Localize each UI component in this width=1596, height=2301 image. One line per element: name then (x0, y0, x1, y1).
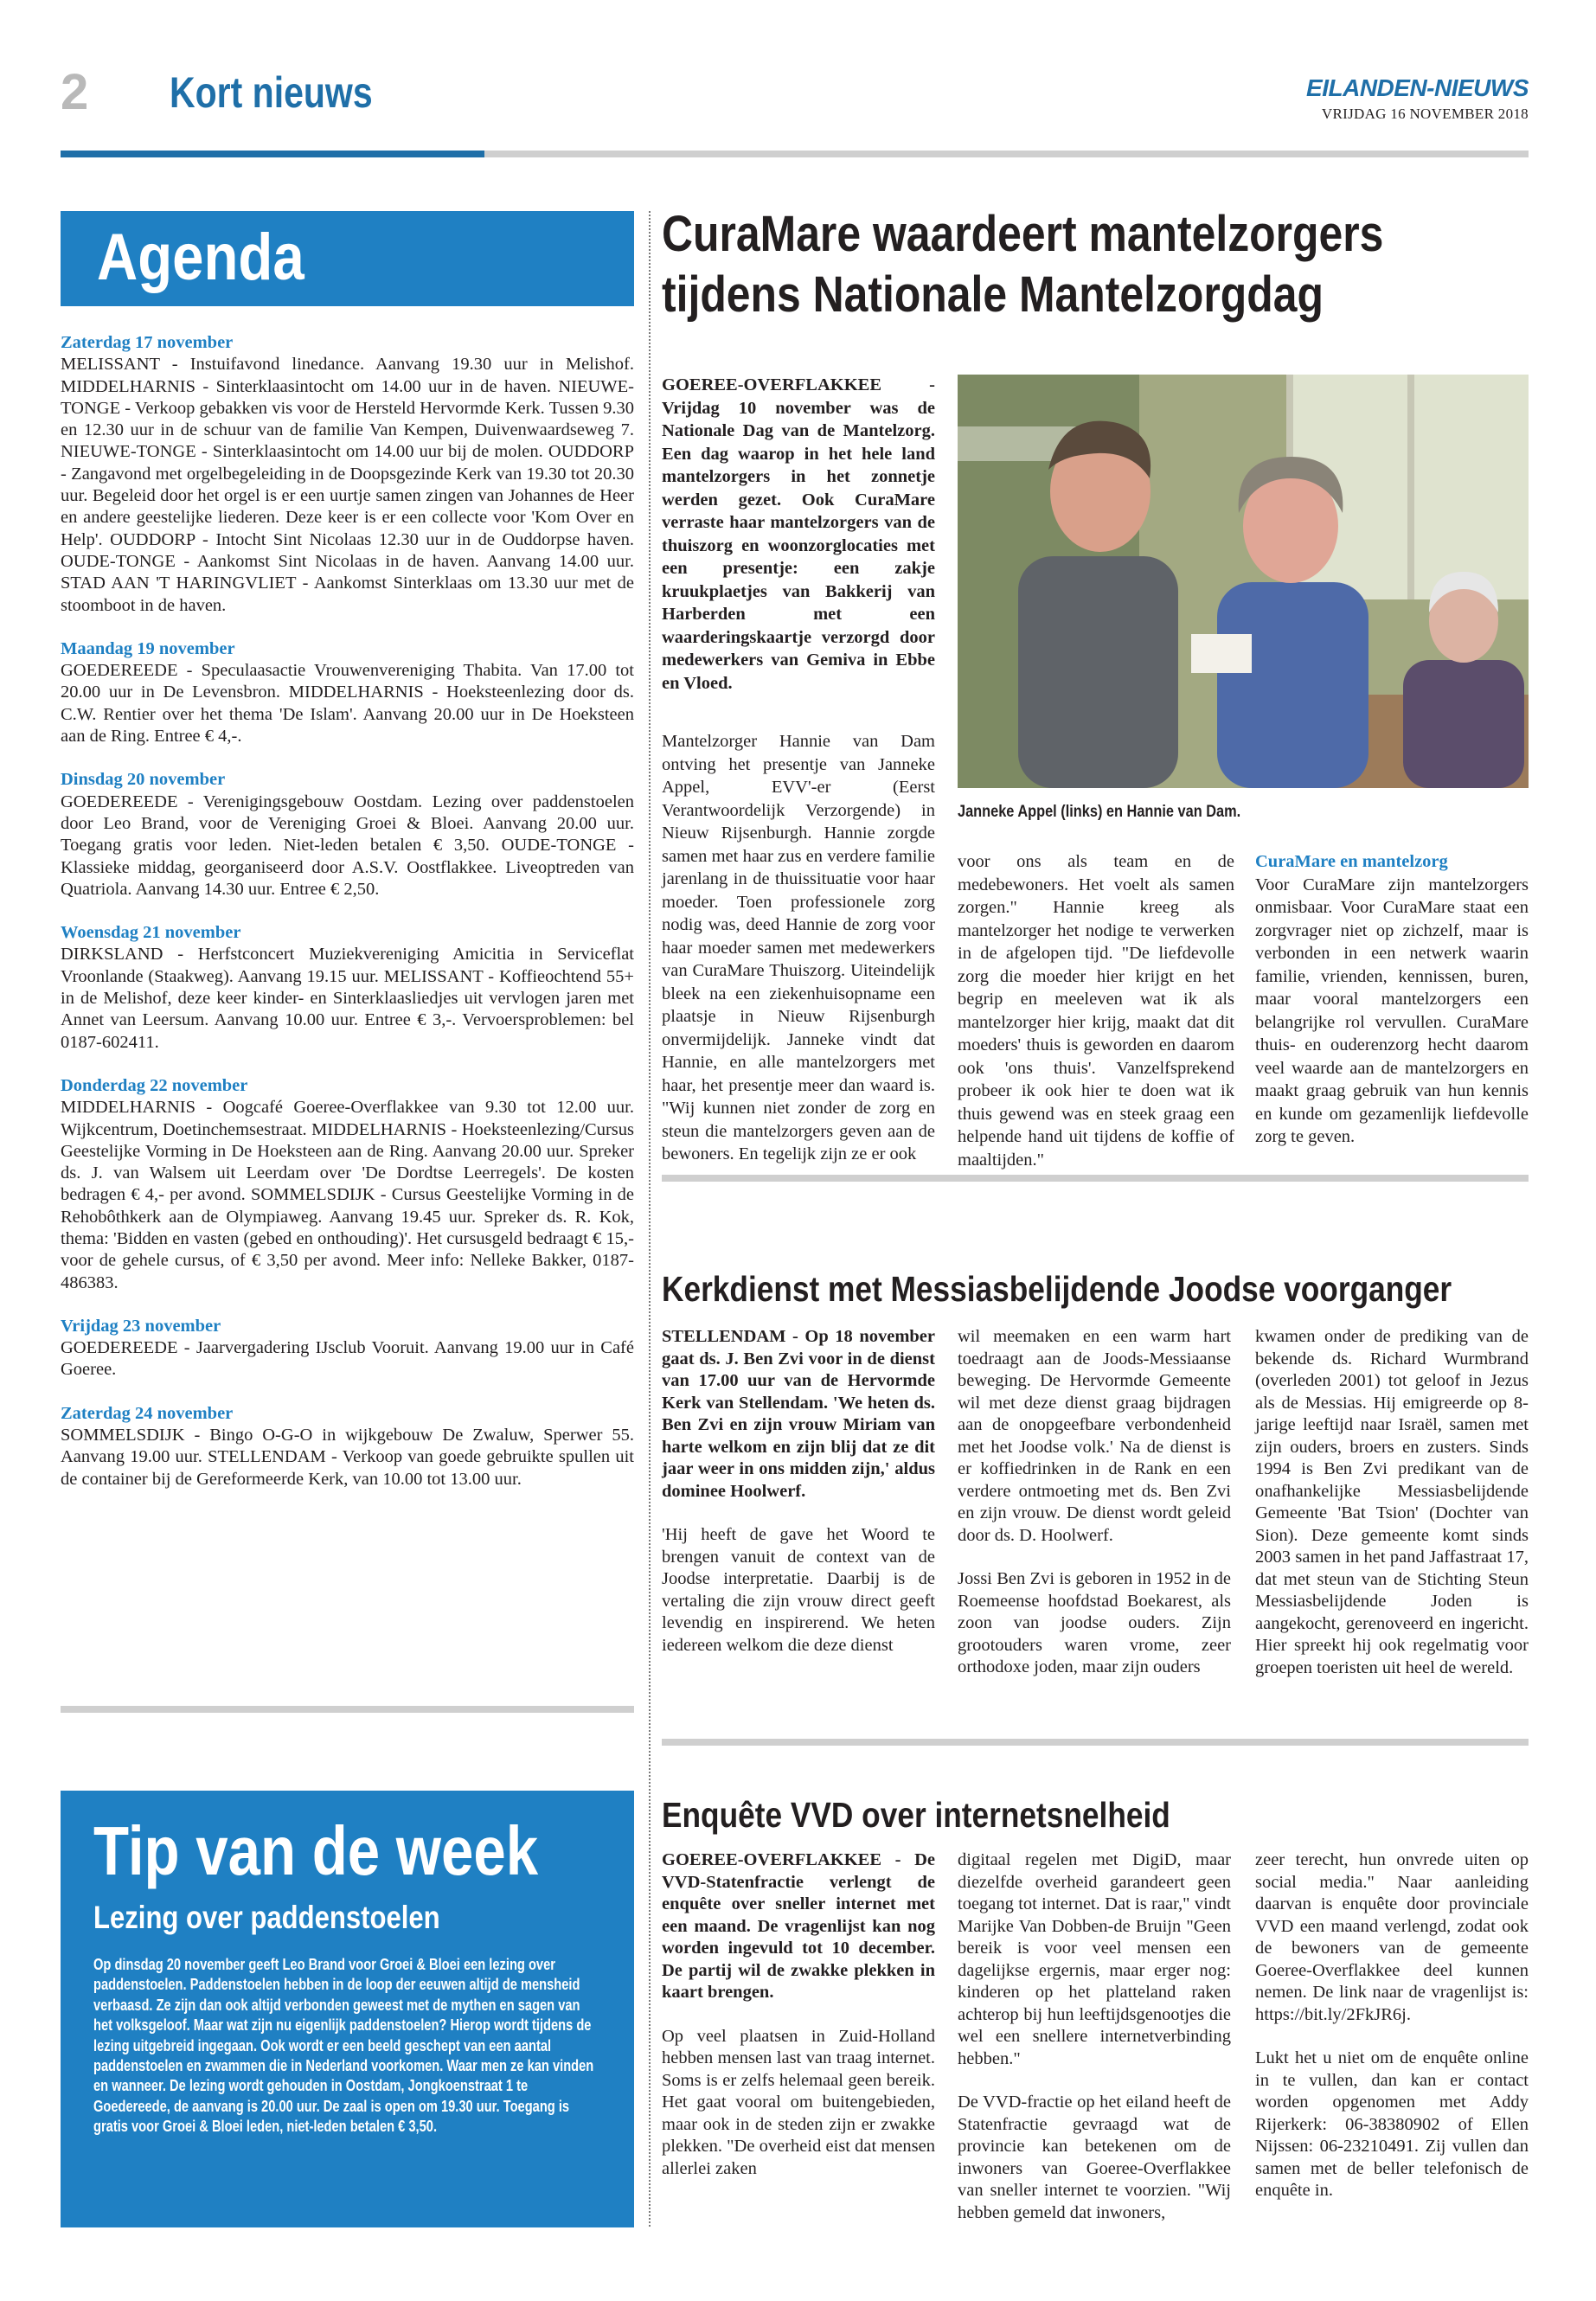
agenda-day-heading: Vrijdag 23 november (61, 1316, 221, 1336)
agenda-day (61, 638, 634, 747)
agenda-header (61, 211, 634, 306)
tip-of-the-week-box (61, 1791, 634, 2227)
article-divider (662, 1175, 1529, 1182)
enquete-col2-p1: digitaal regelen met DigiD, maar diezelfde overheid garandeert geen toegang tot internet. Dat is raar," vindt Marijke Van Dobben-de Bruijn "Geen bereik is voor veel mensen een dagelijkse ergernis, maar erger nog: kinderen op het platteland raken achterop bij hun leeftijdsgenootjes die wel een snellere internetverbinding hebben." (958, 1850, 1231, 2068)
agenda-bottom-rule (61, 1706, 634, 1713)
kerkdienst-headline: Kerkdienst met Messiasbelijdende Joodse voorganger (662, 1269, 1452, 1309)
kerkdienst-col1-text: 'Hij heeft de gave het Woord te brengen vanuit de context van de Joodse interpretatie. Daarbij is de vertaling die zijn vrouw direct geeft levendig en inspirerend. We heten iedereen welkom die deze dienst (662, 1525, 935, 1655)
curamare-headline: CuraMare waardeert mantelzorgers tijdens Nationale Mantelzorgdag (662, 206, 1384, 323)
curamare-subheading: CuraMare en mantelzorg (1255, 852, 1448, 871)
column-separator (649, 211, 651, 2227)
tip-text: Op dinsdag 20 november geeft Leo Brand voor Groei & Bloei een lezing over paddenstoelen. Paddenstoelen hebben in de loop der eeuwen altijd de mensheid verbaasd. Ze zijn dan ook altijd verbonden geweest met de mythen en sagen van het volksgeloof. Maar wat zijn nu eigenlijk paddenstoelen? Hierop wordt tijdens de lezing uitgebreid ingegaan. Ook wordt er een beeld geschept van een aantal paddenstoelen en zwammen die in Nederland voorkomen. Waar men ze kan vinden en wanneer. De lezing wordt gehouden in Oostdam, Jongkoenstraat 1 te Goedereede, de aanvang is 20.00 uur. De zaal is open om 19.30 uur. Toegang is gratis voor Groei & Bloei leden, niet-leden betalen € 3,50. (93, 1956, 594, 2136)
agenda-day (61, 332, 634, 617)
curamare-body-col2: voor ons als team en de medebewoners. Het voelt als samen zorgen." Hannie kreeg als mantelzorger het nodige te verwerken in de afgelopen tijd. "De liefdevolle zorg die moeder hier krijgt en het begrip en meeleven wat ik als mantelzorger hier krijg, maakt dat dit moeders' thuis is geworden en daarom ook 'ons thuis'. Vanzelfsprekend probeer ik ook hier te doen wat ik thuis gewend was en steek graag een helpende hand uit tijdens de koffie of maaltijden." (958, 852, 1234, 1170)
agenda-day-text: DIRKSLAND - Herfstconcert Muziekvereniging Amicitia in Serviceflat Vroonlande (Staakweg). Aanvang 19.15 uur. MELISSANT - Koffieochtend 55+ in de Melishof, deze keer kinder- en Sinterklaasliedjes uit vervlogen jaren met Annet van Leersum. Aanvang 10.00 uur. Entree € 3,-. Vervoersproblemen: bel 0187-602411. (61, 945, 634, 1052)
kerkdienst-col3: kwamen onder de prediking van de bekende ds. Richard Wurmbrand (overleden 2001) tot geloof in Jezus als de Messias. Hij emigreerde op 8-jarige leeftijd naar Israël, samen met zijn ouders, broers en zusters. Sinds 1994 is Ben Zvi predikant van de onafhankelijke Messiasbelijdende Gemeente 'Bat Tsion' (Dochter van Sion). Deze gemeente komt sinds 2003 samen in het pand Jaffastraat 17, dat met steun van de Stichting Steun Messiasbelijdende Joden is aangekocht, gerenoveerd en ingericht. Hier spreekt hij ook regelmatig voor groepen toeristen uit heel de wereld. (1255, 1327, 1529, 1677)
agenda-day-heading: Zaterdag 24 november (61, 1403, 234, 1423)
article-divider (662, 1739, 1529, 1746)
agenda-day (61, 1403, 634, 1490)
agenda-day-text: GOEDEREEDE - Speculaasactie Vrouwenvereniging Thabita. Van 17.00 tot 20.00 uur in De Levensbron. MIDDELHARNIS - Hoeksteenlezing door ds. C.W. Rentier over het thema 'De Islam'. Aanvang 20.00 uur in De Hoeksteen aan de Ring. Entree € 4,-. (61, 661, 634, 747)
curamare-body-col3 (1255, 850, 1529, 1149)
agenda-day-text: GOEDEREEDE - Jaarvergadering IJsclub Vooruit. Aanvang 19.00 uur in Café Goeree. (61, 1338, 634, 1380)
enquete-col1-text: Op veel plaatsen in Zuid-Holland hebben mensen last van traag internet. Soms is er zelfs helemaal geen bereik. Het gaat vooral om buitengebieden, maar ook in de steden zijn er zwakke plekken. "De overheid eist dat mensen allerlei zaken (662, 2026, 935, 2178)
article-photo (958, 375, 1529, 788)
agenda-day-text: SOMMELSDIJK - Bingo O-G-O in wijkgebouw De Zwaluw, Sperwer 55. Aanvang 19.00 uur. STELLENDAM - Verkoop van goede gebruikte spullen uit de container bij de Gereformeerde Kerk, van 10.00 tot 13.00 uur. (61, 1426, 634, 1489)
agenda-day (61, 1075, 634, 1294)
agenda-day (61, 1316, 634, 1381)
enquete-headline: Enquête VVD over internetsnelheid (662, 1795, 1170, 1835)
agenda-day-text: MIDDELHARNIS - Oogcafé Goeree-Overflakkee van 9.30 tot 12.00 uur. Wijkcentrum, Doetinchemsestraat. MIDDELHARNIS - Hoeksteenlezing/Cursus Geestelijke Vorming in De Hoeksteen aan de Ring. Aanvang 20.00 uur. Spreker ds. J. van Walsem uit Leerdam over 'De Dordtse Leerregels'. De kosten bedragen € 4,- per avond. SOMMELSDIJK - Cursus Geestelijke Vorming in de Rehobôthkerk aan de Olympiaweg. Aanvang 19.45 uur. Spreker ds. R. Kok, thema: 'Bidden en vasten (gebed en onthouding)'. Het cursusgeld bedraagt € 15,- voor de gehele cursus, of € 3,50 per avond. Meer info: Nelleke Bakker, 0187-486383. (61, 1098, 634, 1292)
curamare-body-col1: Mantelzorger Hannie van Dam ontving het presentje van Janneke Appel, EVV'-er (Eerst Verantwoordelijk Verzorgende) in Nieuw Rijsenburgh. Hannie zorgde samen met haar zus en verdere familie jarenlang in de thuissituatie voor haar moeder. Toen professionele zorg nodig was, deed Hannie de zorg voor haar moeder samen met medewerkers van CuraMare Thuiszorg. Uiteindelijk bleek na een ziekenhuisopname een plaatsje in Nieuw Rijsenburgh onvermijdelijk. Janneke vindt dat Hannie, en alle mantelzorgers met haar, het presentje meer dan waard is. "Wij kunnen niet zonder de zorg en steun die mantelzorgers geven aan de bewoners. En tegelijk zijn ze er ook (662, 732, 935, 1163)
enquete-col2 (958, 1849, 1231, 2224)
curamare-lead: GOEREE-OVERFLAKKEE - Vrijdag 10 november was de Nationale Dag van de Mantelzorg. Een dag waarop in het hele land mantelzorgers in het zonnetje werden gezet. Ook CuraMare verraste haar mantelzorgers van de thuiszorg en woonzorglocaties met een presentje: een zakje kruukplaetjes van Bakkerij van Harberden met een waarderingskaartje verzorgd door medewerkers van Gemiva in Ebbe en Vloed. (662, 375, 935, 693)
tip-title: Tip van de week (93, 1812, 539, 1889)
agenda-day-text: MELISSANT - Instuifavond linedance. Aanvang 19.30 uur in Melishof. MIDDELHARNIS - Sinterklaasintocht om 14.00 uur in de haven. NIEUWE-TONGE - Verkoop gebakken vis voor de Hersteld Hervormde Kerk. Tussen 9.30 en 12.30 uur in de schuur van de familie Van Kempen, Duivenwaardseweg 7. NIEUWE-TONGE - Sinterklaasintocht om 14.00 uur bij de molen. OUDDORP - Zangavond met orgelbegeleiding in de Doopsgezinde Kerk van 19.30 tot 20.30 uur. Begeleid door het orgel is er een uurtje samen zingen van Johannes de Heer en andere geestelijke liederen. Deze keer is er een collecte voor 'Kom Over en Help'. OUDDORP - Intocht Sint Nicolaas 12.30 uur in de Ouddorpse haven. OUDE-TONGE - Aankomst Sint Nicolaas in de haven. Aanvang 14.00 uur. STAD AAN 'T HARINGVLIET - Aankomst Sinterklaas om 13.30 uur met de stoomboot in de haven. (61, 355, 634, 615)
header-rule-accent (61, 151, 484, 157)
enquete-col1 (662, 1849, 935, 2180)
agenda-day-heading: Donderdag 22 november (61, 1075, 248, 1095)
issue-date: VRIJDAG 16 NOVEMBER 2018 (1321, 106, 1529, 122)
photo-caption: Janneke Appel (links) en Hannie van Dam. (958, 803, 1241, 821)
agenda-day-heading: Zaterdag 17 november (61, 333, 234, 352)
kerkdienst-col2-p1: wil meemaken en een warm hart toedraagt aan de Joods-Messiaanse beweging. De Hervormde Gemeente wil met deze dienst graag bijdragen aan de onopgeefbare verbondenheid met het Joodse volk.' Na de dienst is er koffiedrinken in de Rank en een verdere ontmoeting met ds. Ben Zvi en zijn vrouw. De dienst wordt geleid door ds. D. Hoolwerf. (958, 1327, 1231, 1545)
kerkdienst-lead: STELLENDAM - Op 18 november gaat ds. J. Ben Zvi voor in de dienst van 17.00 uur van de Hervormde Kerk van Stellendam. 'We heten ds. Ben Zvi en zijn vrouw Miriam van harte welkom en zijn blij dat ze dit jaar weer in ons midden zijn,' aldus dominee Hoolwerf. (662, 1327, 935, 1501)
page-number: 2 (61, 64, 89, 120)
agenda-day-heading: Maandag 19 november (61, 638, 235, 658)
kerkdienst-col1 (662, 1326, 935, 1657)
section-title: Kort nieuws (170, 68, 373, 117)
agenda-day-heading: Dinsdag 20 november (61, 770, 226, 790)
enquete-col3-p1: zeer terecht, hun onvrede uiten op social media." Naar aanleiding daarvan is enquête door provinciale VVD een maand verlengd, zodat ook de bewoners van de gemeente Goeree-Overflakkee deel kunnen nemen. De link naar de vragenlijst is: https://bit.ly/2FkJR6j. (1255, 1850, 1529, 2024)
agenda-day-heading: Woensdag 21 november (61, 923, 241, 943)
photo-illustration (958, 375, 1529, 788)
kerkdienst-col2-p2: Jossi Ben Zvi is geboren in 1952 in de Roemeense hoofdstad Boekarest, als zoon van joodse ouders. Zijn grootouders waren vrome, zeer orthodoxe joden, maar zijn ouders (958, 1569, 1231, 1676)
curamare-col3-text: Voor CuraMare zijn mantelzorgers onmisbaar. Voor CuraMare staat een zorgvrager niet op zichzelf, maar is verbonden in een netwerk waarin familie, vrienden, kennissen, buren, maar vooral mantelzorgers een belangrijke rol vervullen. CuraMare thuis- en ouderenzorg hecht daarom veel waarde aan de mantelzorgers en maakt graag gebruik van hun kennis en kunde om gezamenlijk liefdevolle zorg te geven. (1255, 875, 1529, 1146)
enquete-col3 (1255, 1849, 1529, 2202)
enquete-col2-p2: De VVD-fractie op het eiland heeft de Statenfractie gevraagd wat de provincie kan betekenen om de inwoners van Goeree-Overflakkee van sneller internet te voorzien. "Wij hebben gemeld dat inwoners, (958, 2093, 1231, 2222)
enquete-col3-p2: Lukt het u niet om de enquête online in te vullen, dan kan er contact worden opgenomen met Addy Rijerkerk: 06-38380902 of Ellen Nijssen: 06-23210491. Zij vullen dan samen met de beller telefonisch de enquête in. (1255, 2048, 1529, 2200)
enquete-lead: GOEREE-OVERFLAKKEE - De VVD-Statenfractie verlengt de enquête over sneller internet met een maand. De vragenlijst kan nog worden ingevuld tot 10 december. De partij wil de zwakke plekken in kaart brengen. (662, 1850, 935, 2002)
kerkdienst-col2 (958, 1326, 1231, 1679)
agenda-list (61, 332, 634, 1512)
agenda-day-text: GOEDEREEDE - Verenigingsgebouw Oostdam. Lezing over paddenstoelen door Leo Brand, voor de Vereniging Groei & Bloei. Aanvang 20.00 uur. Toegang gratis voor leden. Niet-leden betalen € 3,50. OUDE-TONGE - Klassieke middag, georganiseerd door A.S.V. Oostflakkee. Liveoptreden van Quatriola. Aanvang 14.30 uur. Entree € 2,50. (61, 792, 634, 899)
tip-subtitle: Lezing over paddenstoelen (93, 1900, 440, 1935)
agenda-title: Agenda (97, 221, 304, 294)
agenda-day (61, 769, 634, 901)
agenda-day (61, 922, 634, 1054)
masthead-logo: EILANDEN-NIEUWS (1306, 74, 1529, 101)
